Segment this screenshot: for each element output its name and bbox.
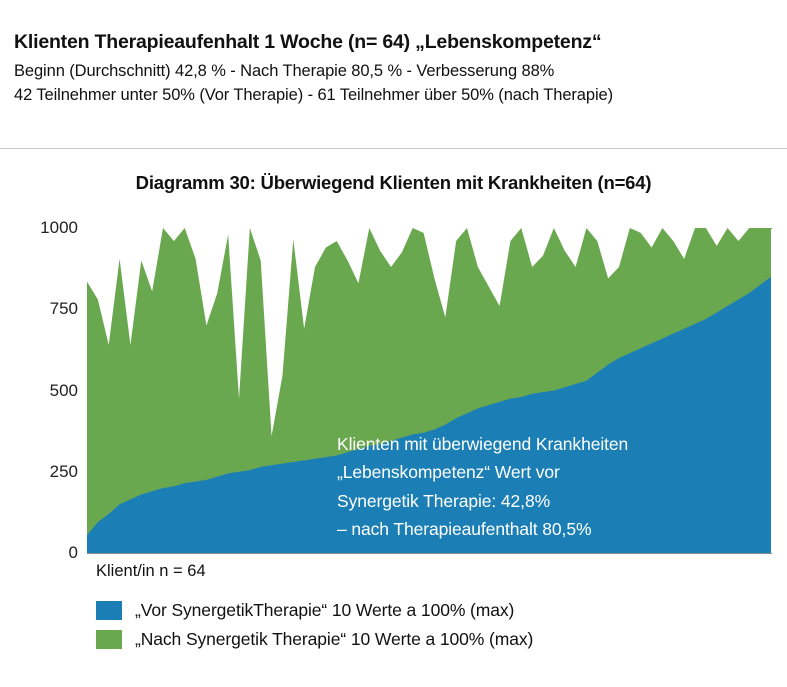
y-axis-tick-label: 750: [49, 299, 78, 319]
legend-label: „Vor SynergetikTherapie“ 10 Werte a 100% (max): [135, 600, 515, 620]
header-subtitle-1: Beginn (Durchschnitt) 42,8 % - Nach Therapie 80,5 % - Verbesserung 88%: [14, 62, 555, 81]
plot-wrapper: [0, 210, 787, 570]
legend-label: „Nach Synergetik Therapie“ 10 Werte a 100% (max): [135, 629, 534, 649]
page-title: Klienten Therapieaufenhalt 1 Woche (n= 64) „Lebenskompetenz“: [14, 31, 602, 53]
annotation-line-3: Synergetik Therapie: 42,8%: [337, 490, 551, 511]
annotation-line-1: Klienten mit überwiegend Krankheiten: [337, 434, 629, 454]
legend-swatch: [96, 601, 122, 620]
legend-swatch: [96, 630, 122, 649]
annotation-line-4: – nach Therapieaufenthalt 80,5%: [337, 519, 592, 540]
annotation-line-2: „Lebenskompetenz“ Wert vor: [337, 462, 560, 483]
y-axis-tick-label: 1000: [40, 218, 78, 237]
legend-item: [96, 629, 786, 650]
chart-svg: [87, 228, 771, 553]
header-subtitle-2: 42 Teilnehmer unter 50% (Vor Therapie) - 61 Teilnehmer über 50% (nach Therapie): [14, 86, 613, 105]
y-axis-tick-label: 250: [49, 461, 78, 481]
chart-title: Diagramm 30: Überwiegend Klienten mit Krankheiten (n=64): [135, 172, 652, 193]
page-header: [14, 30, 774, 108]
y-axis-tick-label: 500: [49, 380, 78, 400]
legend-item: [96, 600, 786, 621]
header-divider: [0, 148, 787, 149]
y-axis-tick-label: 0: [68, 543, 78, 562]
chart-legend: [96, 600, 786, 658]
x-axis-label: Klient/in n = 64: [96, 562, 206, 580]
x-axis-line: [87, 553, 772, 554]
area-chart-plot: [87, 228, 771, 553]
y-axis: [0, 218, 78, 562]
